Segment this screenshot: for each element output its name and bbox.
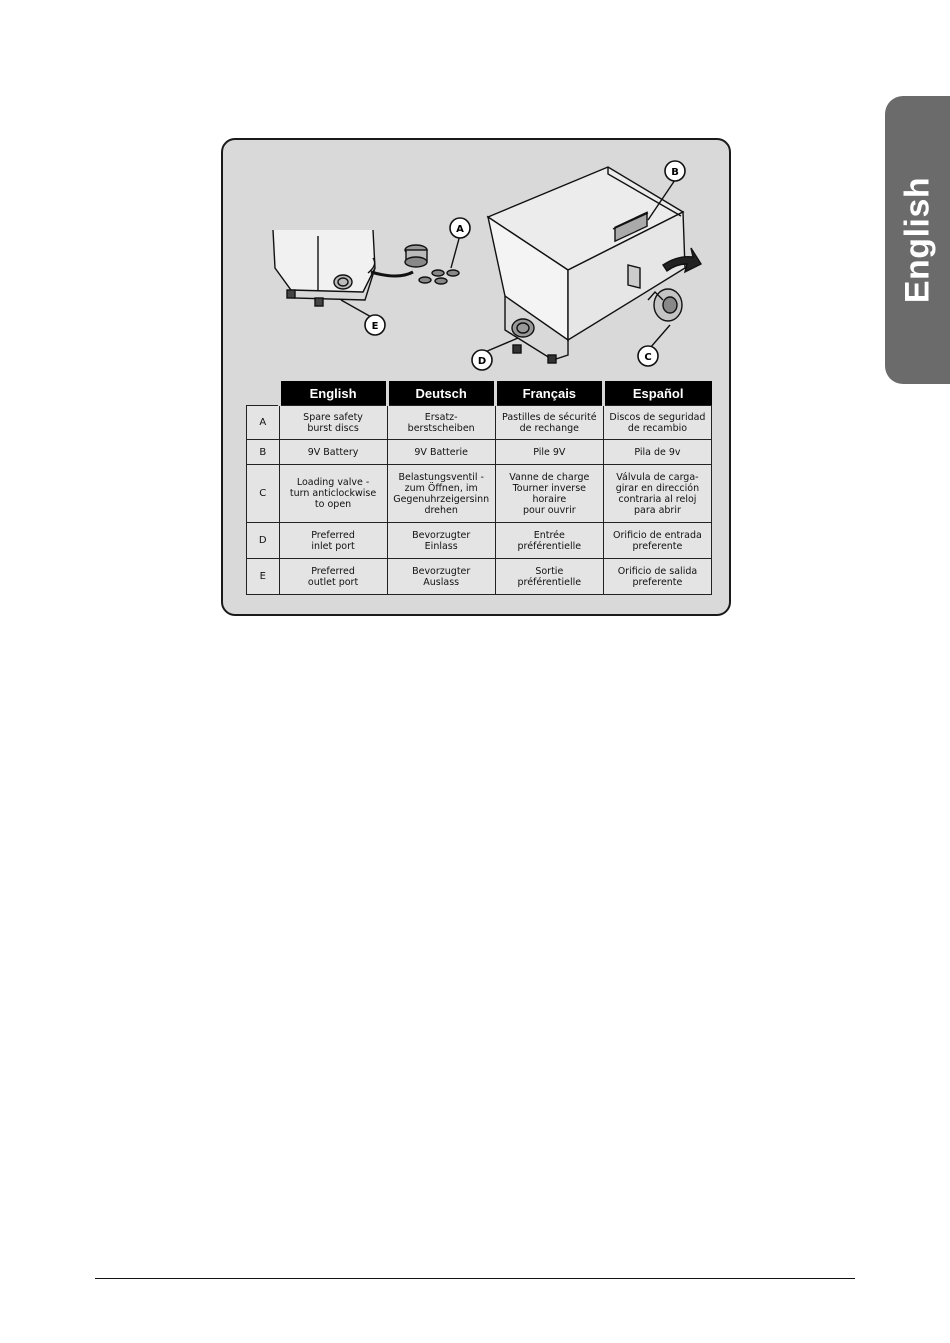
cell-line: berstscheiben	[407, 422, 475, 434]
cell-line: Válvula de carga-	[616, 471, 699, 483]
cell-line: Gegenuhrzeigersinn	[393, 493, 490, 505]
svg-text:B: B	[671, 167, 679, 178]
cell-line: preferente	[632, 540, 683, 552]
callout-d	[472, 350, 492, 370]
footer-rule	[95, 1278, 855, 1279]
cell-line: Pila de 9v	[634, 446, 681, 458]
table-cell	[495, 465, 603, 523]
cell-line: Discos de seguridad	[609, 411, 706, 423]
cell-line: girar en dirección	[615, 482, 700, 494]
cell-line: turn anticlockwise	[289, 488, 377, 499]
cell-line: to open	[314, 499, 352, 510]
callout-b	[665, 161, 685, 181]
cell-line: Bevorzugter	[412, 565, 471, 577]
side-tab-label: English	[898, 176, 936, 304]
translation-table	[246, 381, 712, 595]
cell-line: zum Öffnen, im	[404, 482, 478, 494]
device-illustration	[223, 140, 728, 385]
table-cell	[279, 406, 387, 440]
cell-line: burst discs	[307, 422, 359, 434]
cell-line: drehen	[424, 504, 458, 516]
cell-line: de recambio	[627, 422, 688, 434]
cell-line: Vanne de charge	[509, 471, 590, 483]
cell-line: Einlass	[424, 540, 458, 552]
cell-line: de rechange	[519, 422, 580, 434]
header-english: English	[279, 381, 387, 406]
table-cell	[495, 440, 603, 465]
table-cell	[279, 440, 387, 465]
table-cell	[603, 440, 711, 465]
header-deutsch: Deutsch	[387, 381, 495, 406]
cell-line: pour ouvrir	[522, 504, 576, 516]
cell-line: 9V Batterie	[414, 446, 468, 458]
table-cell	[603, 465, 711, 523]
svg-text:C: C	[644, 352, 652, 363]
callout-c	[638, 346, 658, 366]
left-device-drawing	[273, 230, 413, 306]
header-blank	[247, 381, 280, 406]
svg-text:A: A	[456, 224, 464, 235]
main-device-drawing	[488, 167, 701, 363]
cell-line: Preferred	[311, 529, 355, 541]
table-cell	[387, 559, 495, 595]
row-key: C	[247, 465, 280, 523]
table-cell	[603, 406, 711, 440]
cell-line: Belastungsventil -	[398, 471, 484, 483]
cell-line: Tourner inverse horaire	[512, 482, 586, 505]
cell-line: Pile 9V	[533, 446, 566, 458]
cell-line: préférentielle	[517, 576, 582, 588]
cell-line: Sortie	[535, 565, 564, 577]
table-row	[247, 465, 712, 523]
cell-line: 9V Battery	[307, 446, 359, 458]
table-cell	[387, 440, 495, 465]
table-row	[247, 440, 712, 465]
row-key: D	[247, 523, 280, 559]
table-cell	[279, 523, 387, 559]
cell-line: preferente	[632, 576, 683, 588]
cell-line: outlet port	[307, 576, 359, 588]
cell-line: Spare safety	[303, 411, 363, 423]
svg-text:E: E	[371, 321, 379, 332]
cell-line: inlet port	[311, 540, 355, 552]
table-cell	[387, 406, 495, 440]
cell-line: para abrir	[633, 504, 681, 516]
callout-a	[450, 218, 470, 238]
cell-line: Entrée	[533, 529, 565, 541]
header-francais: Français	[495, 381, 603, 406]
table-cell	[603, 559, 711, 595]
table-row	[247, 523, 712, 559]
row-key: E	[247, 559, 280, 595]
cell-line: Orificio de entrada	[613, 529, 702, 541]
callout-e	[365, 315, 385, 335]
table-cell	[495, 523, 603, 559]
cell-line: Preferred	[311, 565, 355, 577]
cell-line: Ersatz-	[424, 411, 458, 423]
table-cell	[279, 465, 387, 523]
table-cell	[495, 559, 603, 595]
row-key: B	[247, 440, 280, 465]
header-espanol: Español	[603, 381, 711, 406]
language-side-tab	[885, 96, 950, 384]
svg-text:D: D	[477, 356, 487, 367]
cell-line: préférentielle	[517, 540, 582, 552]
table-header-row	[247, 381, 712, 406]
table-cell	[387, 523, 495, 559]
table-row	[247, 559, 712, 595]
table-row	[247, 406, 712, 440]
cell-line: Bevorzugter	[412, 529, 471, 541]
table-cell	[387, 465, 495, 523]
table-cell	[495, 406, 603, 440]
cell-line: Loading valve -	[296, 477, 370, 488]
cell-line: Auslass	[423, 576, 460, 588]
cell-line: contraria al reloj	[618, 493, 697, 505]
figure-box	[221, 138, 731, 616]
cell-line: Orificio de salida	[617, 565, 698, 577]
table-cell	[279, 559, 387, 595]
table-cell	[603, 523, 711, 559]
spare-discs-drawing	[405, 235, 460, 284]
cell-line: Pastilles de sécurité	[502, 411, 597, 423]
row-key: A	[247, 406, 280, 440]
